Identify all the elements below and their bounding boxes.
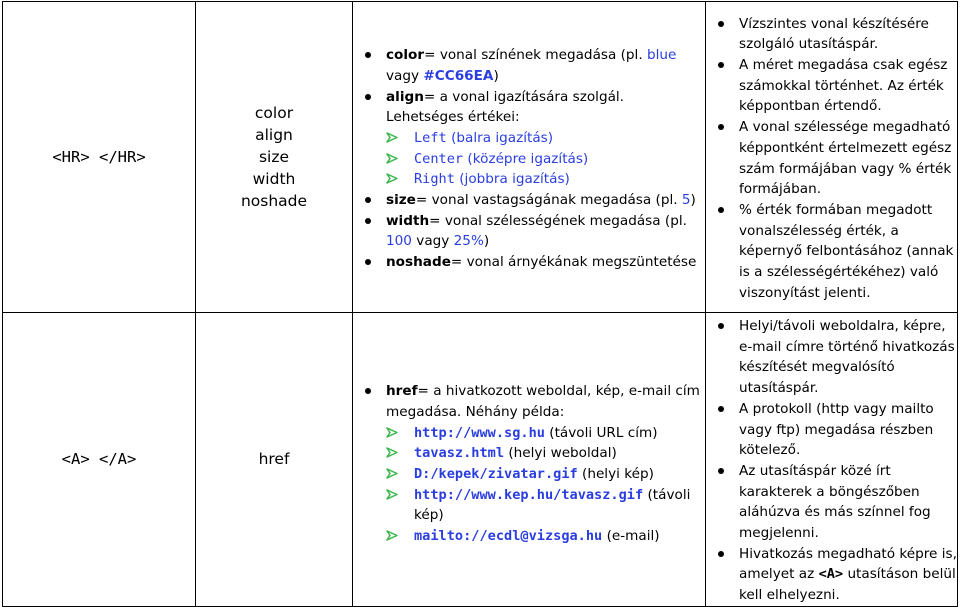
desc-item-size: size= vonal vastagságának megadása (pl. 5) [353,190,705,211]
table-row-hr [3,2,958,313]
desc-item-noshade: noshade= vonal árnyékának megszüntetése [353,252,705,273]
desc-item-color: color= vonal színének megadása (pl. blue vagy #CC66EA) [353,45,705,86]
attribute-name: size [258,148,290,166]
html-reference-table [2,1,958,607]
href-example: http://www.sg.hu (távoli URL cím) [386,423,705,444]
href-example: mailto://ecdl@vizsga.hu (e-mail) [386,526,705,547]
attribute-list-hr [196,2,353,313]
align-value-right: Right (jobbra igazítás) [386,169,705,190]
note-item: Vízszintes vonal készítésére szolgáló utasításpár. [706,14,957,55]
arrow-bullet-icon [386,427,398,438]
arrow-bullet-icon [386,447,398,458]
note-item: A méret megadása csak egész számokkal történhet. Az érték képpontban értendő. [706,55,957,117]
attribute-name: align [255,126,293,144]
table-row-a [3,313,958,607]
notes-cell-hr [706,2,958,313]
attribute-name: noshade [240,192,308,210]
arrow-bullet-icon [386,530,398,541]
notes-cell-a [706,313,958,607]
attribute-name: width [252,170,296,188]
align-value-center: Center (középre igazítás) [386,149,705,170]
arrow-bullet-icon [386,173,398,184]
href-example: http://www.kep.hu/tavasz.gif (távoli kép) [386,485,705,526]
note-item: A vonal szélessége megadható képpontként értelmezett egész szám formájában vagy % érték formájában. [706,117,957,200]
arrow-bullet-icon [386,468,398,479]
note-item: Hivatkozás megadható képre is, amelyet az <A> utasításon belül kell elhelyezni. [706,544,957,606]
note-item: Az utasításpár közé írt karakterek a böngészőben aláhúzva és más színnel fog megjelenni. [706,461,957,544]
tag-cell-hr: <HR> </HR> [3,2,196,313]
desc-item-width: width= vonal szélességének megadása (pl. 100 vagy 25%) [353,211,705,252]
align-value-left: Left (balra igazítás) [386,128,705,149]
note-item: % érték formában megadott vonalszélesség érték, a képernyő felbontásához (annak is a szélességértékéhez) való viszonyítást jelenti. [706,200,957,304]
arrow-bullet-icon [386,489,398,500]
desc-item-href: href= a hivatkozott weboldal, kép, e-mail cím megadása. Néhány példa: http://www.sg.hu (távoli URL cím) tavasz.html (helyi weboldal) D:/kepek/zivatar.gif (helyi kép) http://www.kep.hu/tavasz.gif (távoli kép) mailto://ecdl@vizsga.hu (e-mail) [353,381,705,547]
arrow-bullet-icon [386,153,398,164]
tag-cell-a: <A> </A> [3,313,196,607]
href-example: D:/kepek/zivatar.gif (helyi kép) [386,464,705,485]
note-item: A protokoll (http vagy mailto vagy ftp) megadása részben kötelező. [706,399,957,461]
desc-item-align: align= a vonal igazítására szolgál. Lehetséges értékei: Left (balra igazítás) Center (középre igazítás) Right (jobbra igazítás) [353,87,705,191]
description-cell-a [353,313,706,607]
attribute-name: href [258,450,290,469]
attribute-name: color [254,104,294,122]
description-cell-hr [353,2,706,313]
note-item: Helyi/távoli weboldalra, képre, e-mail címre történő hivatkozás készítését megvalósító utasításpár. [706,316,957,399]
attribute-list-a [196,313,353,607]
arrow-bullet-icon [386,132,398,143]
href-example: tavasz.html (helyi weboldal) [386,443,705,464]
